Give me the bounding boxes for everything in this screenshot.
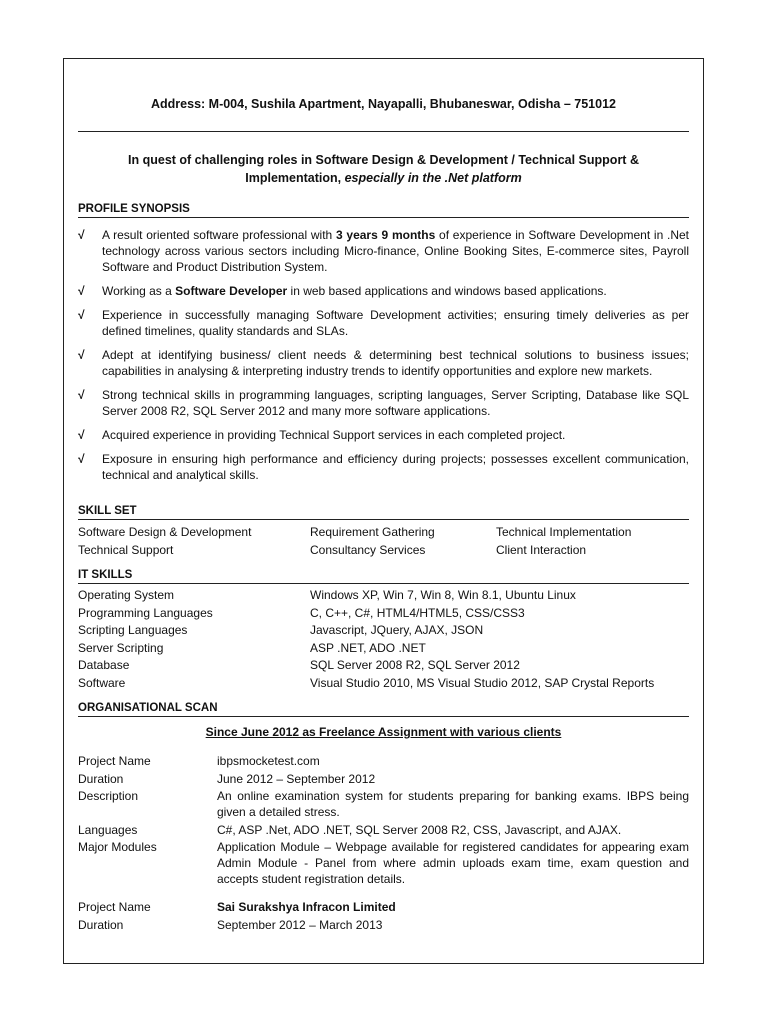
skill-row: [78, 541, 689, 559]
it-skill-row: [78, 640, 689, 658]
check-icon: √: [78, 388, 85, 402]
it-skill-value: Visual Studio 2010, MS Visual Studio 2012, SAP Crystal Reports: [310, 675, 655, 690]
bullet-text: Working as a: [102, 284, 176, 298]
profile-bullet: [78, 387, 689, 419]
resume-page: [63, 58, 704, 964]
it-skill-category: Programming Languages: [78, 605, 213, 620]
description-label: Description: [78, 789, 139, 803]
it-skill-row: [78, 622, 689, 640]
check-icon: √: [78, 428, 85, 442]
check-icon: √: [78, 284, 85, 298]
profile-synopsis-heading: PROFILE SYNOPSIS: [78, 203, 689, 218]
duration-value: June 2012 – September 2012: [217, 771, 376, 786]
duration-label: Duration: [78, 917, 124, 932]
bullet-emphasis: Software Developer: [175, 284, 288, 298]
header-divider: [78, 131, 689, 132]
languages-value: C#, ASP .Net, ADO .NET, SQL Server 2008 R2, CSS, Javascript, and AJAX.: [217, 822, 622, 837]
description-value: An online examination system for students preparing for banking exams. IBPS being given a detailed stress.: [217, 789, 689, 819]
skill-item: Technical Support: [78, 543, 174, 557]
skill-item: Requirement Gathering: [310, 525, 435, 539]
address-line: Address: M-004, Sushila Apartment, Nayapalli, Bhubaneswar, Odisha – 751012: [151, 97, 616, 111]
it-skills-table: [78, 587, 689, 692]
profile-bullet: [78, 451, 689, 483]
objective-italic: especially in the .Net platform: [344, 171, 522, 185]
duration-label: Duration: [78, 771, 124, 786]
bullet-text-continued: of experience in Software Development in .Net technology across various sectors including Micro-finance, Online Booking Sites, E-commerce sites, Payroll Software and Product Distribution System.: [102, 228, 690, 274]
it-skill-value: SQL Server 2008 R2, SQL Server 2012: [310, 658, 520, 672]
it-skill-row: [78, 587, 689, 605]
it-skill-row: [78, 675, 689, 693]
bullet-text: Experience in successfully managing Software Development activities; ensuring timely deliveries as per defined timelines, quality standards and SLAs.: [102, 308, 689, 338]
profile-bullet: [78, 427, 689, 443]
profile-synopsis-list: [78, 227, 689, 491]
duration-row: [78, 917, 689, 933]
it-skill-value: C, C++, C#, HTML4/HTML5, CSS/CSS3: [310, 605, 525, 620]
skill-item: Technical Implementation: [496, 525, 632, 539]
objective-line-2: [88, 169, 679, 187]
project-name-value: ibpsmocketest.com: [217, 754, 320, 768]
languages-label: Languages: [78, 822, 138, 837]
profile-bullet: [78, 227, 689, 275]
profile-bullet: [78, 307, 689, 339]
objective-line-1: In quest of challenging roles in Software Design & Development / Technical Support &: [128, 153, 639, 167]
it-skill-category: Server Scripting: [78, 640, 164, 655]
check-icon: √: [78, 308, 85, 322]
bullet-text: A result oriented software professional with: [102, 228, 336, 242]
bullet-text: Exposure in ensuring high performance and efficiency during projects; possesses excellent communication, technical and analytical skills.: [102, 452, 689, 482]
bullet-text: Acquired experience in providing Technical Support services in each completed project.: [102, 428, 566, 442]
project-name-row: [78, 899, 689, 915]
career-objective: [88, 151, 679, 187]
it-skill-value: Windows XP, Win 7, Win 8, Win 8.1, Ubuntu Linux: [310, 588, 576, 602]
bullet-text: Adept at identifying business/ client needs & determining best technical solutions to business issues; capabilities in analysing & interpreting industry trends to identify opportunities and explore new markets.: [102, 348, 689, 378]
it-skills-heading: IT SKILLS: [78, 569, 689, 584]
bullet-text-continued: in web based applications and windows based applications.: [287, 284, 607, 298]
profile-bullet: [78, 283, 689, 299]
bullet-text: Strong technical skills in programming languages, scripting languages, Server Scripting, Database like SQL Server 2008 R2, SQL Server 2012 and many more software applications.: [102, 388, 689, 418]
profile-bullet: [78, 347, 689, 379]
skill-item: Consultancy Services: [310, 543, 426, 557]
project-name-label: Project Name: [78, 754, 151, 768]
it-skill-value: ASP .NET, ADO .NET: [310, 640, 426, 655]
it-skill-value: Javascript, JQuery, AJAX, JSON: [310, 623, 484, 637]
it-skill-category: Database: [78, 658, 130, 672]
it-skill-row: [78, 657, 689, 675]
it-skill-category: Scripting Languages: [78, 623, 188, 637]
modules-value: Application Module – Webpage available for registered candidates for appearing exam Admin Module - Panel from where admin uploads exam time, exam question and accepts student registration details.: [217, 840, 689, 886]
check-icon: √: [78, 228, 85, 242]
it-skill-row: [78, 605, 689, 623]
modules-row: [78, 839, 689, 887]
check-icon: √: [78, 348, 85, 362]
it-skill-category: Operating System: [78, 588, 175, 602]
project-name-value: Sai Surakshya Infracon Limited: [217, 900, 396, 914]
skill-set-table: [78, 523, 689, 559]
project-1: [78, 753, 689, 889]
project-name-label: Project Name: [78, 900, 151, 914]
project-2: [78, 899, 689, 934]
duration-value: September 2012 – March 2013: [217, 917, 383, 932]
it-skill-category: Software: [78, 675, 126, 690]
skill-row: [78, 523, 689, 541]
skill-item: Client Interaction: [496, 543, 587, 557]
check-icon: √: [78, 452, 85, 466]
bullet-emphasis: 3 years 9 months: [335, 228, 436, 242]
duration-row: [78, 771, 689, 787]
project-name-row: [78, 753, 689, 769]
languages-row: [78, 822, 689, 838]
engagement-summary: Since June 2012 as Freelance Assignment with various clients: [205, 725, 562, 739]
organisational-scan-heading: ORGANISATIONAL SCAN: [78, 702, 689, 717]
modules-label: Major Modules: [78, 840, 157, 854]
skill-set-heading: SKILL SET: [78, 505, 689, 520]
skill-item: Software Design & Development: [78, 525, 252, 539]
description-row: [78, 788, 689, 820]
objective-plain: Implementation,: [245, 171, 345, 185]
